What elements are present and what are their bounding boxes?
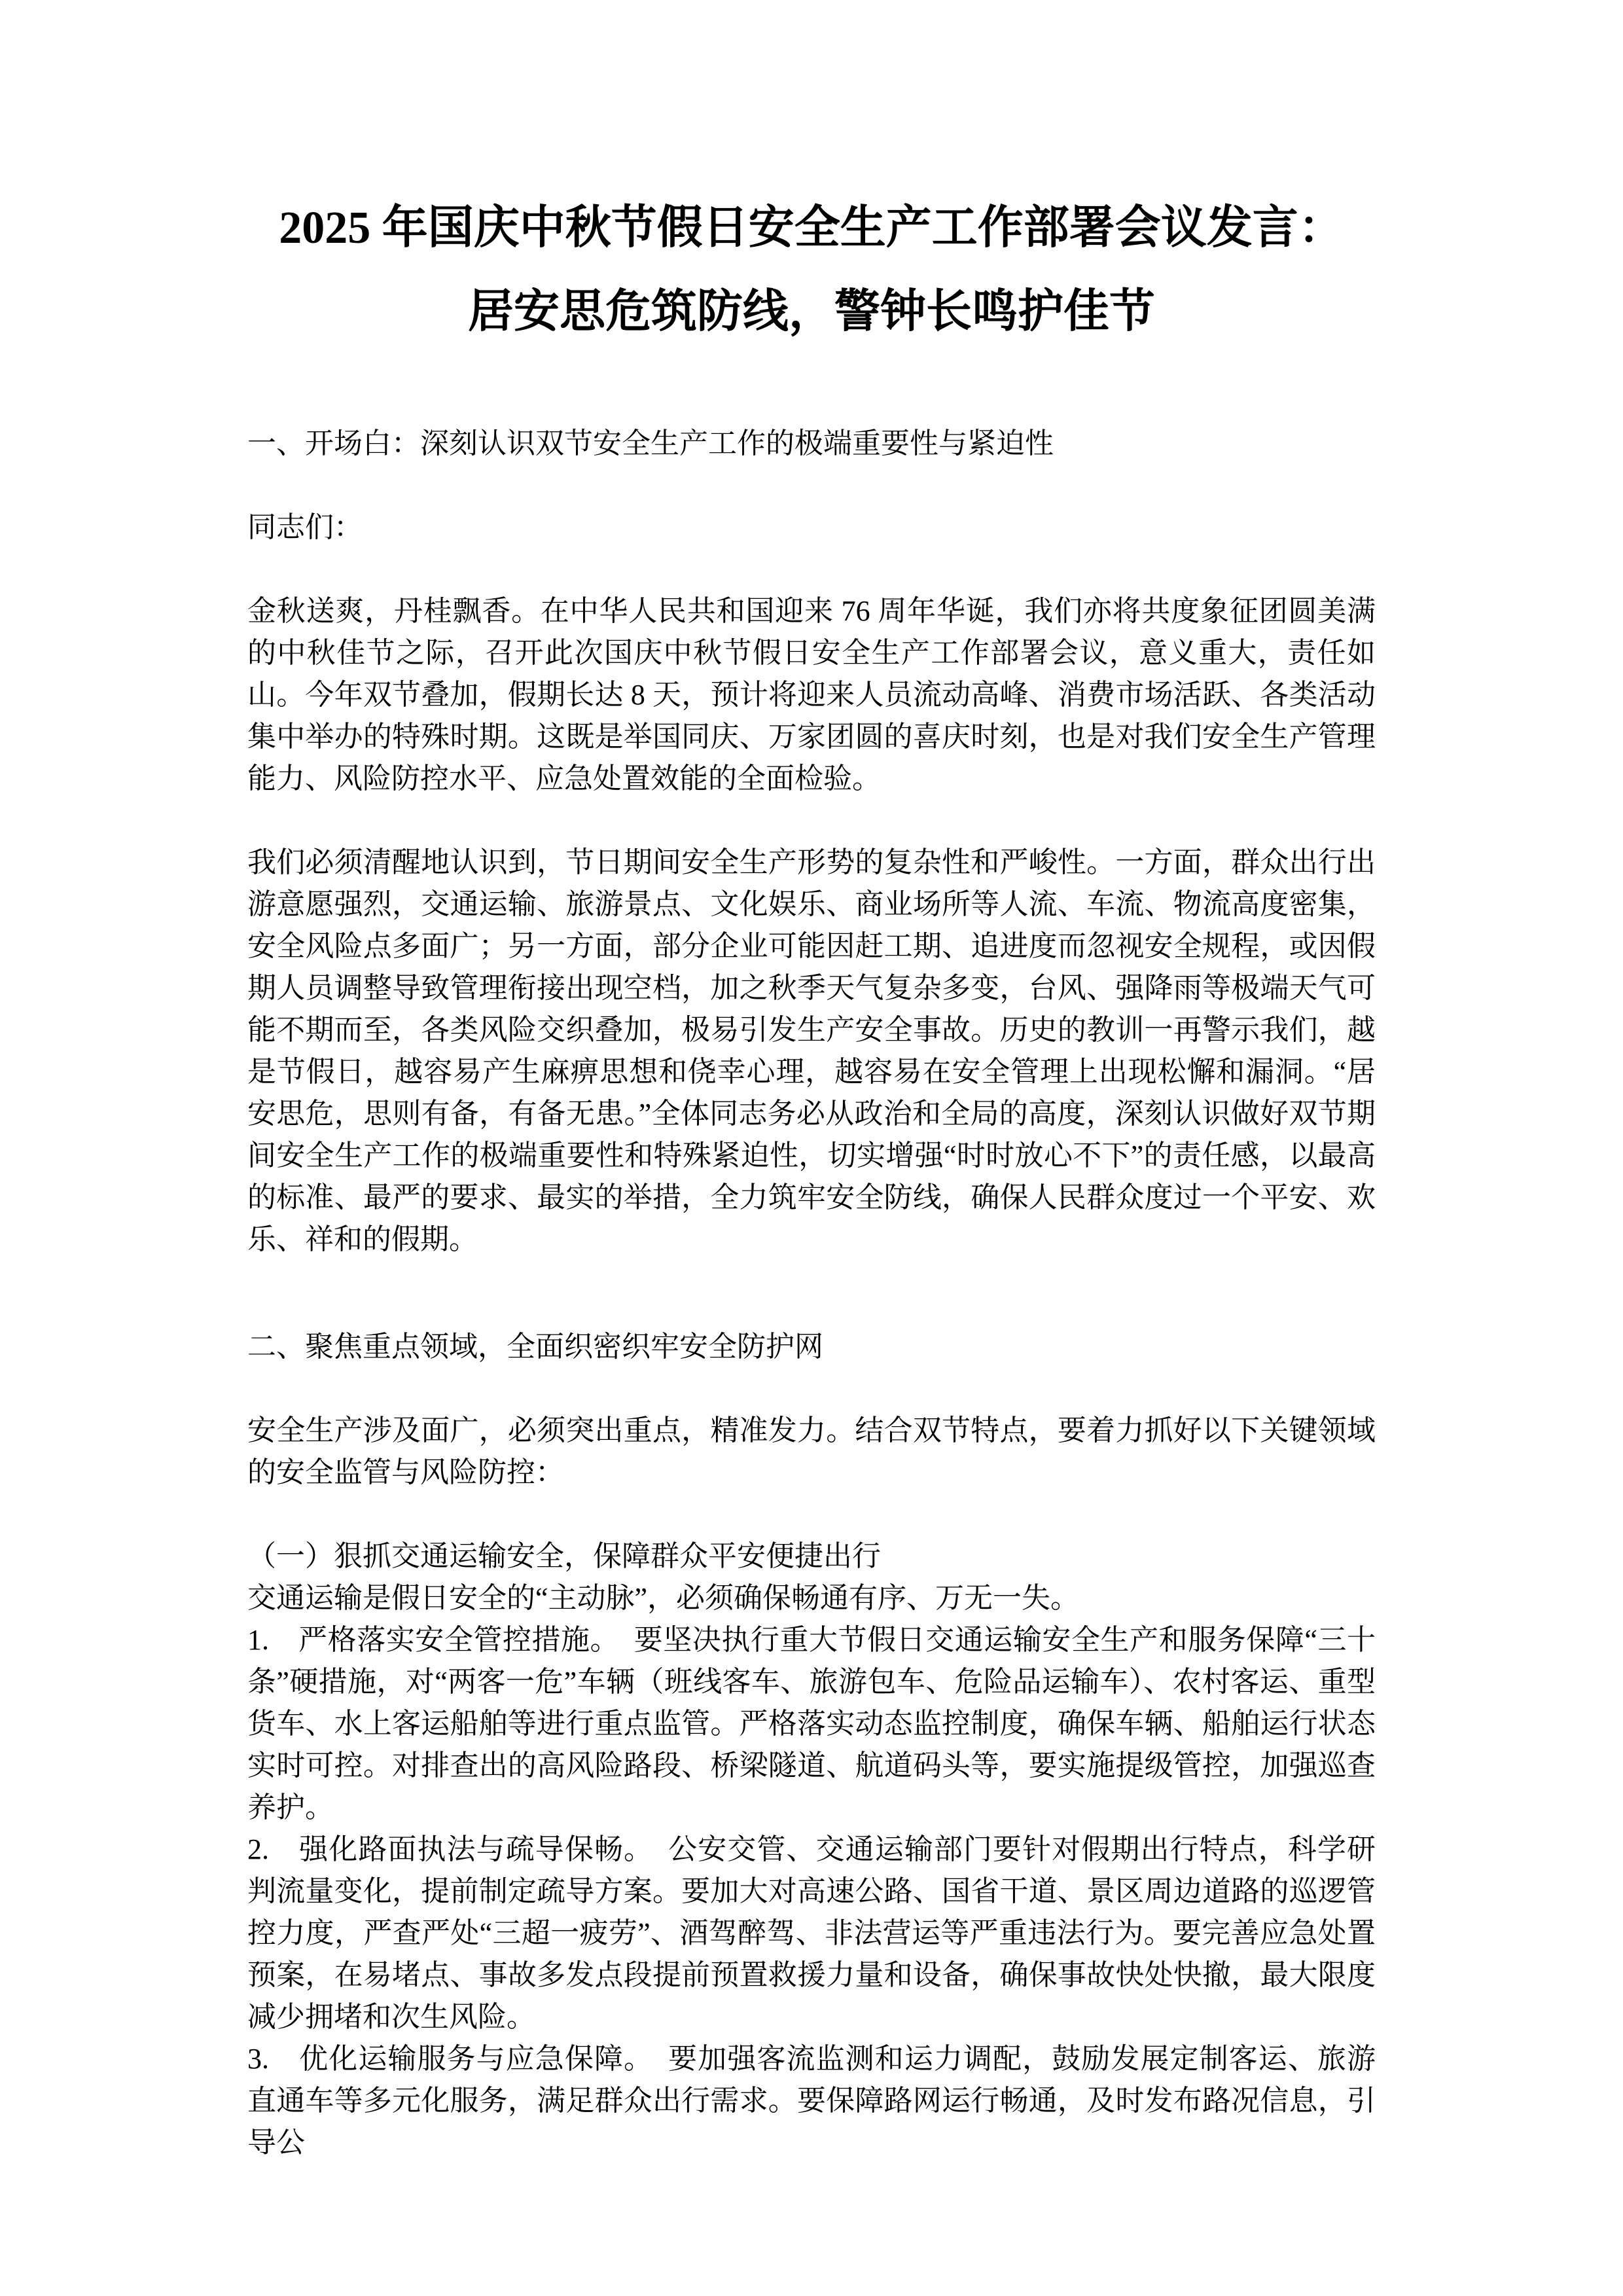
- section-2-intro: 安全生产涉及面广，必须突出重点，精准发力。结合双节特点，要着力抓好以下关键领域的安全监管与风险防控：: [247, 1414, 1376, 1488]
- subsection-1-lead: 交通运输是假日安全的“主动脉”，必须确保畅通有序、万无一失。: [247, 1582, 1080, 1614]
- document-title-line-2: 居安思危筑防线，警钟长鸣护佳节: [468, 287, 1155, 337]
- subsection-1-item-1: 1. 严格落实安全管控措施。 要坚决执行重大节假日交通运输安全生产和服务保障“三十条”硬措施，对“两客一危”车辆（班线客车、旅游包车、危险品运输车）、农村客运、重型货车、水上客运船舶等进行重点监管。严格落实动态监控制度，确保车辆、船舶运行状态实时可控。对排查出的高风险路段、桥梁隧道、航道码头等，要实施提级管控，加强巡查养护。: [247, 1624, 1376, 1823]
- document-title-line-1: 2025 年国庆中秋节假日安全生产工作部署会议发言：: [279, 203, 1344, 253]
- subsection-1-heading: （一）狠抓交通运输安全，保障群众平安便捷出行: [247, 1540, 881, 1572]
- subsection-1-item-3: 3. 优化运输服务与应急保障。 要加强客流监测和运力调配，鼓励发展定制客运、旅游直通车等多元化服务，满足群众出行需求。要保障路网运行畅通，及时发布路况信息，引导公: [247, 2043, 1376, 2159]
- section-1-paragraph-1: 金秋送爽，丹桂飘香。在中华人民共和国迎来 76 周年华诞，我们亦将共度象征团圆美满的中秋佳节之际，召开此次国庆中秋节假日安全生产工作部署会议，意义重大，责任如山。今年双节叠加，假期长达 8 天，预计将迎来人员流动高峰、消费市场活跃、各类活动集中举办的特殊时期。这既是举国同庆、万家团圆的喜庆时刻，也是对我们安全生产管理能力、风险防控水平、应急处置效能的全面检验。: [247, 595, 1376, 795]
- subsection-1-item-2: 2. 强化路面执法与疏导保畅。 公安交管、交通运输部门要针对假期出行特点，科学研判流量变化，提前制定疏导方案。要加大对高速公路、国省干道、景区周边道路的巡逻管控力度，严查严处“三超一疲劳”、酒驾醉驾、非法营运等严重违法行为。要完善应急处置预案，在易堵点、事故多发点段提前预置救援力量和设备，确保事故快处快撤，最大限度减少拥堵和次生风险。: [247, 1833, 1376, 2033]
- greeting-line: 同志们：: [247, 511, 363, 543]
- section-1-paragraph-2: 我们必须清醒地认识到，节日期间安全生产形势的复杂性和严峻性。一方面，群众出行出游意愿强烈，交通运输、旅游景点、文化娱乐、商业场所等人流、车流、物流高度密集，安全风险点多面广；另一方面，部分企业可能因赶工期、追进度而忽视安全规程，或因假期人员调整导致管理衔接出现空档，加之秋季天气复杂多变，台风、强降雨等极端天气可能不期而至，各类风险交织叠加，极易引发生产安全事故。历史的教训一再警示我们，越是节假日，越容易产生麻痹思想和侥幸心理，越容易在安全管理上出现松懈和漏洞。“居安思危，思则有备，有备无患。”全体同志务必从政治和全局的高度，深刻认识做好双节期间安全生产工作的极端重要性和特殊紧迫性，切实增强“时时放心不下”的责任感，以最高的标准、最严的要求、最实的举措，全力筑牢安全防线，确保人民群众度过一个平安、欢乐、祥和的假期。: [247, 846, 1376, 1255]
- section-1-heading: 一、开场白：深刻认识双节安全生产工作的极端重要性与紧迫性: [247, 427, 1054, 459]
- section-2-heading: 二、聚焦重点领域，全面织密织牢安全防护网: [247, 1331, 823, 1363]
